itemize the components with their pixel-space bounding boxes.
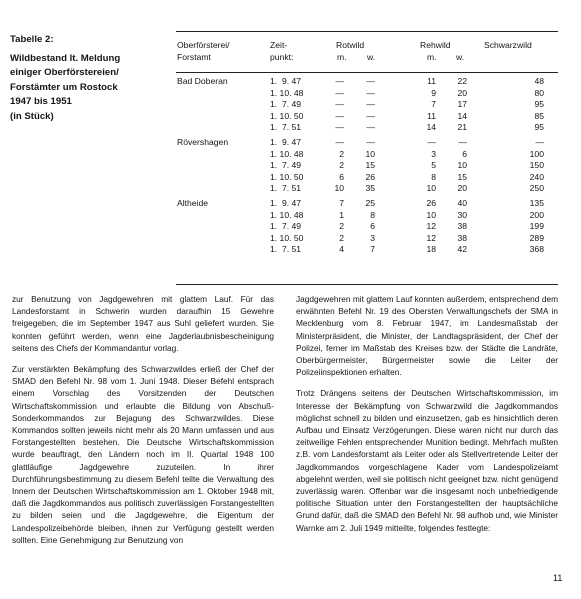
table-cell-reh-m: 14 [426, 122, 436, 132]
table-cell-reh-w: 21 [457, 122, 467, 132]
table-cell-schwarz: 250 [529, 183, 544, 193]
table-cell-rot-w: 7 [370, 244, 375, 254]
body-paragraph: Jagdgewehren mit glattem Lauf konnten außerdem, entsprechend dem erwähnten Befehl Nr. 19 des Obersten Verwaltungschefs der SMA in Mecklenburg vom 8. Februar 1947, im Landesmaßstab der Ministerpräsident, die Minister, der Landtagspräsident, der Chef der Polizei, ferner im Maßstab des Kreises bzw. der Städte die Landräte, Oberbürgermeister, Bürgermeister sowie die Leiter der Polizeiinspektionen erhalten. [296, 294, 558, 378]
table-cell-rot-w: 35 [365, 183, 375, 193]
table-cell-schwarz: 95 [534, 99, 544, 109]
table-cell-rot-w: 25 [365, 198, 375, 208]
table-cell-schwarz: 85 [534, 110, 544, 121]
table-cell-rot-m: 10 [334, 183, 344, 193]
table-cell-rot-w: — [366, 110, 375, 121]
table-cell-reh-m: 10 [426, 209, 436, 220]
table-cell-rot-m: 4 [339, 244, 344, 254]
table-bottom-rule [176, 284, 558, 285]
body-paragraph: Trotz Drängens seitens der Deutschen Wirtschaftskommission, im Interesse der Bekämpfung von Schwarzwild die Jagdkommandos möglichst schnell zu bilden und einzusetzen, gab es hinsichtlich deren Aufbau und Einsatz Verzögerungen. Diese waren nicht nur durch das zeitweilige Fehlen entsprechender Munition bedingt. Mehrfach mußten z.B. vom Landesforstamt als Leiter oder als Stellvertretende Leiter der Jagdkommandos vorgeschlagene Kader vom Landespolizeiamt abgelehnt werden, weil sie politisch nicht geeignet bzw. nicht genügend zuverlässig waren. Offenbar war die insgesamt noch unbefriedigende politische Situation unter den Forstangestellten der hauptsächliche Grund dafür, daß die SMAD den Befehl Nr. 98 aufhob und, wie Minister Warnke am 2. Juli 1949 mitteilte, folgendes festlegte: [296, 388, 558, 533]
table-caption-label: Tabelle 2: [10, 34, 54, 45]
table-cell-rot-m: 2 [339, 160, 344, 170]
table-cell-reh-w: 40 [457, 198, 467, 208]
table-cell-rot-m: — [335, 137, 344, 147]
table-cell-reh-w: 38 [457, 232, 467, 243]
table-cell-reh-m: 8 [431, 171, 436, 182]
table-cell-rot-m: 1 [339, 209, 344, 220]
table-cell-rot-m: — [335, 87, 344, 98]
table-top-rule [176, 31, 558, 32]
table-cell-date: 1. 7. 49 [270, 221, 302, 231]
header-forstamt: Forstamt [177, 52, 211, 62]
table-cell-reh-m: 18 [426, 244, 436, 254]
header-date: punkt: [270, 52, 294, 62]
table-cell-reh-m: 3 [431, 148, 436, 159]
table-cell-schwarz: 80 [534, 87, 544, 98]
table-cell-reh-w: 10 [457, 160, 467, 170]
table-cell-reh-w: 20 [457, 183, 467, 193]
header-forstamt: Oberförsterei/ [177, 40, 230, 50]
table-cell-reh-w: 22 [457, 76, 467, 86]
header-rot-m: m. [337, 52, 347, 62]
table-cell-reh-m: 10 [426, 183, 436, 193]
table-cell-date: 1. 7. 51 [270, 244, 302, 254]
group-name: Bad Doberan [177, 76, 228, 86]
table-cell-rot-m: 6 [339, 171, 344, 182]
table-cell-rot-w: 26 [365, 171, 375, 182]
table-cell-rot-w: 10 [365, 148, 375, 159]
table-cell-reh-w: 17 [457, 99, 467, 109]
group-name: Altheide [177, 198, 209, 208]
table-cell-date: 1. 7. 49 [270, 99, 302, 109]
table-cell-reh-w: 6 [462, 148, 467, 159]
table-cell-rot-m: — [335, 76, 344, 86]
table-cell-date: 1. 9. 47 [270, 76, 302, 86]
table-header-rule [176, 72, 558, 73]
table-cell-rot-w: 8 [370, 209, 375, 220]
table-cell-rot-w: — [366, 87, 375, 98]
table-cell-date: 1. 9. 47 [270, 198, 302, 208]
table-cell-schwarz: 48 [534, 76, 544, 86]
table-cell-date: 1. 10. 48 [270, 87, 304, 98]
table-cell-schwarz: 289 [529, 232, 544, 243]
table-cell-rot-m: — [335, 110, 344, 121]
table-caption [10, 33, 170, 124]
table-cell-date: 1. 10. 48 [270, 148, 304, 159]
table-cell-reh-m: 26 [426, 198, 436, 208]
table-cell-reh-m: 9 [431, 87, 436, 98]
header-reh-w: w. [456, 52, 465, 62]
table-cell-date: 1. 10. 50 [270, 110, 304, 121]
body-paragraph: zur Benutzung von Jagdgewehren mit glattem Lauf. Für das Landesforstamt in Schwerin wurden daraufhin 15 Gewehre freigegeben, die im September 1947 aus Suhl geliefert wurden. Sie konnten geführt werden, wenn eine Jagderlaubnisbescheinigung seitens des Chefs der Kommandantur vorlag. [12, 294, 274, 353]
table-caption-line: 1947 bis 1951 [10, 96, 72, 107]
table-cell-date: 1. 10. 50 [270, 171, 304, 182]
table-cell-rot-w: 15 [365, 160, 375, 170]
table-cell-reh-m: 7 [431, 99, 436, 109]
table-cell-rot-w: 3 [370, 232, 375, 243]
table-caption-line: Forstämter um Rostock [10, 81, 118, 93]
header-rotwild: Rotwild [336, 40, 365, 50]
page-number: 11 [553, 573, 563, 583]
header-reh-m: m. [427, 52, 437, 62]
table-cell-schwarz: 199 [529, 221, 544, 231]
table-cell-reh-m: 5 [431, 160, 436, 170]
table-cell-reh-m: — [427, 137, 436, 147]
table-cell-date: 1. 7. 49 [270, 160, 302, 170]
table-cell-reh-w: 14 [457, 110, 467, 121]
body-paragraph: Zur verstärkten Bekämpfung des Schwarzwildes erließ der Chef der SMAD den Befehl Nr. 98 vom 1. Juni 1948. Dieser Befehl entsprach einem Vorschlag des Vorsitzenden der Deutschen Wirtschaftskommission und erlaubte die Bildung von Abschuß-Sonderkommandos zur Bejagung des Schwarzwildes. Diese Kommandos sollten jeweils nicht mehr als 20 Mann umfassen und aus Forstangestellten bestehen. Die Deutsche Wirtschaftskommission wurde beauftragt, den Ländern noch im II. Quartal 1948 100 glattläufige Jagdgewehre zuzuteilen. In ihrer Durchführungsbestimmung zu diesem Befehl teilte die Verwaltung des Innern der Deutschen Wirtschaftskommission am 1. Oktober 1948 mit, daß die Jagdkommandos aus politisch zuverlässigen Forstangestellten zu bilden seien und die Jagdgewehre, die Eigentum der Landespolizeibehörde bleiben, ihnen zur Verfügung gestellt werden sollten. Eine Genehmigung zur Benutzung von [12, 364, 274, 545]
table-cell-reh-w: — [458, 137, 467, 147]
body-column-right [296, 293, 558, 543]
table-cell-rot-m: — [335, 122, 344, 132]
table-cell-reh-m: 12 [426, 221, 436, 231]
table-cell-reh-m: 12 [426, 232, 436, 243]
group-name: Rövershagen [177, 137, 229, 147]
table-cell-reh-w: 30 [457, 209, 467, 220]
table-cell-rot-w: — [366, 99, 375, 109]
table-cell-rot-w: — [366, 122, 375, 132]
table-cell-schwarz: 95 [534, 122, 544, 132]
table-cell-date: 1. 7. 51 [270, 183, 302, 193]
table-cell-schwarz: 100 [529, 148, 544, 159]
header-schwarzwild: Schwarzwild [484, 40, 532, 50]
table-cell-reh-m: 11 [427, 76, 436, 86]
table-cell-reh-w: 15 [457, 171, 467, 182]
table-cell-schwarz: — [535, 137, 544, 147]
table-cell-reh-w: 20 [457, 87, 467, 98]
table-caption-line: einiger Oberförstereien/ [10, 67, 119, 78]
table-cell-rot-m: 2 [339, 221, 344, 231]
table-cell-rot-m: — [335, 99, 344, 109]
table-cell-reh-w: 38 [457, 221, 467, 231]
table-cell-schwarz: 135 [529, 198, 544, 208]
table-cell-rot-w: — [366, 137, 375, 147]
table-cell-reh-m: 11 [427, 110, 436, 121]
table-cell-rot-m: 2 [339, 232, 344, 243]
table-cell-rot-m: 2 [339, 148, 344, 159]
header-rehwild: Rehwild [420, 40, 451, 50]
header-date: Zeit- [270, 40, 288, 50]
table-cell-date: 1. 10. 48 [270, 209, 304, 220]
table-caption-line: Wildbestand lt. Meldung [10, 52, 121, 64]
table-cell-schwarz: 368 [529, 244, 544, 254]
table-cell-schwarz: 240 [529, 171, 544, 182]
table-cell-rot-w: — [366, 76, 375, 86]
table-cell-date: 1. 9. 47 [270, 137, 302, 147]
table-cell-schwarz: 200 [529, 209, 544, 220]
table-cell-rot-m: 7 [339, 198, 344, 208]
table-caption-line: (in Stück) [10, 110, 54, 122]
header-rot-w: w. [367, 52, 376, 62]
table-cell-date: 1. 7. 51 [270, 122, 302, 132]
table-cell-reh-w: 42 [457, 244, 467, 254]
table-cell-rot-w: 6 [370, 221, 375, 231]
table-cell-date: 1. 10. 50 [270, 232, 304, 243]
body-column-left [12, 293, 274, 555]
table-cell-schwarz: 150 [529, 160, 544, 170]
